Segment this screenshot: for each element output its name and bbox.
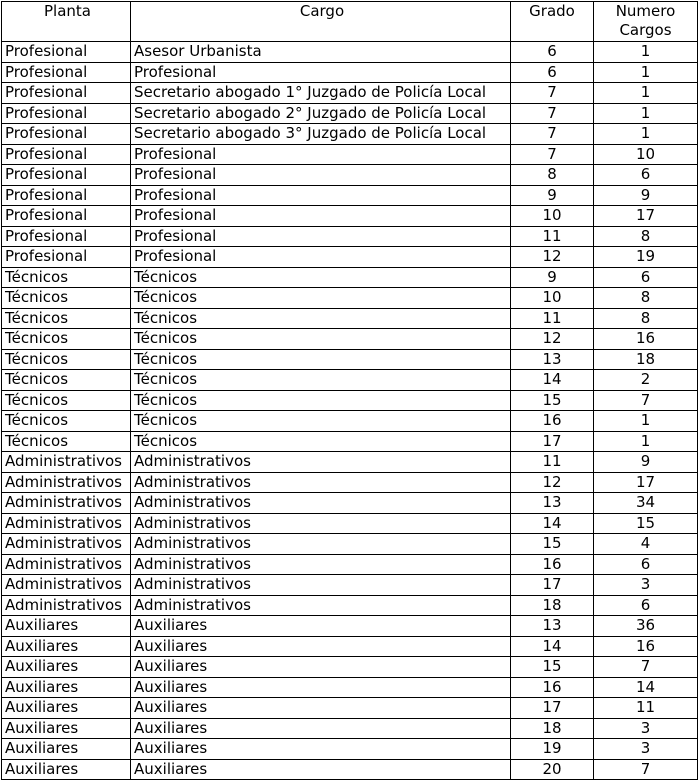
cell-planta: Profesional <box>2 247 131 268</box>
table-row <box>2 718 698 739</box>
table-row <box>2 103 698 124</box>
cell-grado: 7 <box>511 124 594 145</box>
table-row <box>2 185 698 206</box>
cell-cargo: Técnicos <box>131 267 511 288</box>
table-row <box>2 411 698 432</box>
cell-grado: 14 <box>511 513 594 534</box>
cell-cargo: Administrativos <box>131 493 511 514</box>
cell-cargo: Administrativos <box>131 534 511 555</box>
cell-planta: Profesional <box>2 62 131 83</box>
cell-grado: 7 <box>511 144 594 165</box>
cell-cargo: Auxiliares <box>131 739 511 760</box>
cell-planta: Profesional <box>2 185 131 206</box>
cargos-table <box>1 1 698 780</box>
cell-grado: 10 <box>511 288 594 309</box>
header-row <box>2 2 698 42</box>
table-row <box>2 493 698 514</box>
cell-grado: 18 <box>511 718 594 739</box>
cell-numero-cargos: 19 <box>594 247 698 268</box>
cell-cargo: Profesional <box>131 247 511 268</box>
cell-numero-cargos: 6 <box>594 267 698 288</box>
cell-planta: Profesional <box>2 83 131 104</box>
table-row <box>2 657 698 678</box>
cell-numero-cargos: 1 <box>594 83 698 104</box>
cell-grado: 8 <box>511 165 594 186</box>
cell-planta: Profesional <box>2 206 131 227</box>
cell-cargo: Técnicos <box>131 288 511 309</box>
cell-cargo: Administrativos <box>131 595 511 616</box>
cell-planta: Administrativos <box>2 534 131 555</box>
cell-numero-cargos: 16 <box>594 636 698 657</box>
table-row <box>2 349 698 370</box>
cell-grado: 9 <box>511 267 594 288</box>
cell-planta: Técnicos <box>2 349 131 370</box>
cell-cargo: Auxiliares <box>131 616 511 637</box>
cell-planta: Auxiliares <box>2 677 131 698</box>
table-row <box>2 595 698 616</box>
table-row <box>2 144 698 165</box>
cell-numero-cargos: 1 <box>594 124 698 145</box>
cell-planta: Profesional <box>2 165 131 186</box>
cell-cargo: Secretario abogado 2° Juzgado de Policía Local <box>131 103 511 124</box>
table-row <box>2 124 698 145</box>
cell-numero-cargos: 7 <box>594 759 698 780</box>
cell-numero-cargos: 10 <box>594 144 698 165</box>
table-row <box>2 288 698 309</box>
cell-numero-cargos: 8 <box>594 226 698 247</box>
cell-cargo: Auxiliares <box>131 759 511 780</box>
cell-numero-cargos: 6 <box>594 595 698 616</box>
table-row <box>2 42 698 63</box>
cell-planta: Administrativos <box>2 595 131 616</box>
cell-grado: 10 <box>511 206 594 227</box>
cell-planta: Profesional <box>2 144 131 165</box>
cell-planta: Auxiliares <box>2 616 131 637</box>
cell-numero-cargos: 7 <box>594 657 698 678</box>
table-row <box>2 677 698 698</box>
cell-numero-cargos: 34 <box>594 493 698 514</box>
cell-numero-cargos: 17 <box>594 206 698 227</box>
table-body <box>2 42 698 780</box>
table-row <box>2 247 698 268</box>
cell-planta: Administrativos <box>2 472 131 493</box>
table-row <box>2 636 698 657</box>
table-row <box>2 226 698 247</box>
cell-numero-cargos: 3 <box>594 739 698 760</box>
cell-planta: Profesional <box>2 226 131 247</box>
cell-numero-cargos: 11 <box>594 698 698 719</box>
cell-planta: Técnicos <box>2 288 131 309</box>
header-numero-line2: Cargos <box>619 21 672 39</box>
cell-cargo: Auxiliares <box>131 636 511 657</box>
table-row <box>2 472 698 493</box>
cell-planta: Administrativos <box>2 452 131 473</box>
header-numero-line1: Numero <box>615 2 676 20</box>
table-row <box>2 759 698 780</box>
cell-planta: Auxiliares <box>2 657 131 678</box>
cell-grado: 16 <box>511 677 594 698</box>
cell-numero-cargos: 1 <box>594 103 698 124</box>
cell-numero-cargos: 1 <box>594 411 698 432</box>
cell-cargo: Profesional <box>131 206 511 227</box>
header-planta: Planta <box>2 2 131 42</box>
cell-planta: Técnicos <box>2 411 131 432</box>
cell-grado: 11 <box>511 308 594 329</box>
cell-planta: Administrativos <box>2 575 131 596</box>
cell-planta: Auxiliares <box>2 739 131 760</box>
cell-numero-cargos: 2 <box>594 370 698 391</box>
cell-cargo: Administrativos <box>131 575 511 596</box>
cell-numero-cargos: 36 <box>594 616 698 637</box>
table-row <box>2 616 698 637</box>
table-row <box>2 165 698 186</box>
cell-grado: 19 <box>511 739 594 760</box>
cell-planta: Técnicos <box>2 370 131 391</box>
cell-grado: 16 <box>511 411 594 432</box>
cell-cargo: Técnicos <box>131 431 511 452</box>
cell-cargo: Técnicos <box>131 329 511 350</box>
cell-numero-cargos: 17 <box>594 472 698 493</box>
cell-cargo: Auxiliares <box>131 657 511 678</box>
cell-planta: Auxiliares <box>2 636 131 657</box>
cell-grado: 17 <box>511 575 594 596</box>
cell-planta: Técnicos <box>2 329 131 350</box>
cell-cargo: Administrativos <box>131 554 511 575</box>
cell-grado: 7 <box>511 103 594 124</box>
cell-grado: 13 <box>511 616 594 637</box>
table-row <box>2 206 698 227</box>
table-row <box>2 698 698 719</box>
cell-planta: Auxiliares <box>2 718 131 739</box>
header-cargo: Cargo <box>131 2 511 42</box>
cell-planta: Auxiliares <box>2 759 131 780</box>
cell-planta: Técnicos <box>2 390 131 411</box>
cell-grado: 12 <box>511 329 594 350</box>
cell-numero-cargos: 8 <box>594 308 698 329</box>
cell-cargo: Secretario abogado 1° Juzgado de Policía Local <box>131 83 511 104</box>
cell-planta: Administrativos <box>2 493 131 514</box>
cell-grado: 13 <box>511 493 594 514</box>
cell-cargo: Profesional <box>131 62 511 83</box>
cell-planta: Auxiliares <box>2 698 131 719</box>
cell-numero-cargos: 14 <box>594 677 698 698</box>
table-row <box>2 534 698 555</box>
cell-grado: 15 <box>511 657 594 678</box>
cell-grado: 17 <box>511 431 594 452</box>
cell-numero-cargos: 18 <box>594 349 698 370</box>
header-grado: Grado <box>511 2 594 42</box>
cell-grado: 15 <box>511 534 594 555</box>
cell-numero-cargos: 8 <box>594 288 698 309</box>
cell-grado: 12 <box>511 247 594 268</box>
cell-numero-cargos: 7 <box>594 390 698 411</box>
cell-cargo: Técnicos <box>131 390 511 411</box>
cell-grado: 14 <box>511 370 594 391</box>
cell-grado: 12 <box>511 472 594 493</box>
cell-numero-cargos: 1 <box>594 42 698 63</box>
cell-planta: Profesional <box>2 42 131 63</box>
cell-cargo: Auxiliares <box>131 718 511 739</box>
table-row <box>2 390 698 411</box>
cell-grado: 9 <box>511 185 594 206</box>
cell-cargo: Técnicos <box>131 370 511 391</box>
cell-cargo: Técnicos <box>131 308 511 329</box>
cell-numero-cargos: 4 <box>594 534 698 555</box>
table-row <box>2 62 698 83</box>
table-row <box>2 452 698 473</box>
table-row <box>2 83 698 104</box>
cell-grado: 16 <box>511 554 594 575</box>
cell-grado: 7 <box>511 83 594 104</box>
cell-cargo: Auxiliares <box>131 698 511 719</box>
table-row <box>2 329 698 350</box>
cell-planta: Técnicos <box>2 431 131 452</box>
table-row <box>2 308 698 329</box>
cell-grado: 13 <box>511 349 594 370</box>
cell-numero-cargos: 3 <box>594 718 698 739</box>
cell-numero-cargos: 6 <box>594 165 698 186</box>
table-row <box>2 575 698 596</box>
table-row <box>2 431 698 452</box>
cell-cargo: Administrativos <box>131 472 511 493</box>
cell-planta: Técnicos <box>2 267 131 288</box>
cell-cargo: Técnicos <box>131 411 511 432</box>
cell-cargo: Administrativos <box>131 452 511 473</box>
table-row <box>2 739 698 760</box>
table-row <box>2 554 698 575</box>
cell-cargo: Técnicos <box>131 349 511 370</box>
cell-numero-cargos: 15 <box>594 513 698 534</box>
cell-grado: 11 <box>511 452 594 473</box>
cell-planta: Administrativos <box>2 513 131 534</box>
cell-cargo: Administrativos <box>131 513 511 534</box>
cell-grado: 17 <box>511 698 594 719</box>
cell-numero-cargos: 16 <box>594 329 698 350</box>
cell-grado: 6 <box>511 42 594 63</box>
header-numero-cargos <box>594 2 698 42</box>
cell-grado: 20 <box>511 759 594 780</box>
table-row <box>2 513 698 534</box>
cell-cargo: Profesional <box>131 226 511 247</box>
cell-cargo: Profesional <box>131 144 511 165</box>
cell-numero-cargos: 9 <box>594 185 698 206</box>
cell-cargo: Asesor Urbanista <box>131 42 511 63</box>
cell-grado: 18 <box>511 595 594 616</box>
cell-grado: 6 <box>511 62 594 83</box>
cell-planta: Profesional <box>2 103 131 124</box>
cell-grado: 14 <box>511 636 594 657</box>
table-row <box>2 267 698 288</box>
cell-planta: Técnicos <box>2 308 131 329</box>
cell-planta: Administrativos <box>2 554 131 575</box>
cell-cargo: Secretario abogado 3° Juzgado de Policía Local <box>131 124 511 145</box>
table-row <box>2 370 698 391</box>
cell-grado: 15 <box>511 390 594 411</box>
cell-cargo: Auxiliares <box>131 677 511 698</box>
cell-numero-cargos: 3 <box>594 575 698 596</box>
cell-numero-cargos: 9 <box>594 452 698 473</box>
cell-cargo: Profesional <box>131 165 511 186</box>
cell-numero-cargos: 1 <box>594 62 698 83</box>
cell-cargo: Profesional <box>131 185 511 206</box>
cell-numero-cargos: 6 <box>594 554 698 575</box>
cell-numero-cargos: 1 <box>594 431 698 452</box>
cell-planta: Profesional <box>2 124 131 145</box>
cell-grado: 11 <box>511 226 594 247</box>
